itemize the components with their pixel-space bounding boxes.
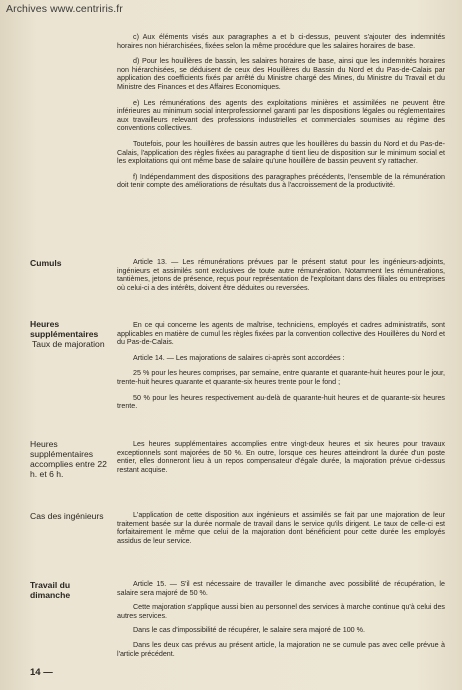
ingenieurs-heading: Cas des ingénieurs [30, 511, 104, 521]
heures-nuit-text: Les heures supplémentaires accomplies entre vingt-deux heures et six heures pour travaux exceptionnels sont majorées de 50 %. En outre, lorsque ces heures atteindront la durée d'un poste entier, elles donneront lieu à un repos compensateur d'égale durée, la majoration prévue ci-dessus restant acquise. [117, 440, 445, 474]
paragraph-f: f) Indépendamment des dispositions des paragraphes précédents, l'ensemble de la rémunération doit tenir compte des améliorations de résultats dus à l'accroissement de la productivité. [117, 172, 445, 190]
heures-heading: Heures supplémentaires [30, 319, 99, 339]
article-15-cumul: Dans les deux cas prévus au présent article, la majoration ne se cumule pas avec celle prévue à l'article précédent. [117, 640, 445, 658]
paragraph-e-toutefois: Toutefois, pour les houillères de bassin autres que les houillères du bassin du Nord et du Pas-de-Calais, l'application des règles fixées au paragraphe d tient lieu de disposition sur le minimum social et les exploitations qui ont même base de salaire qu'une houillère de bassin peuvent s'y rattacher. [117, 139, 445, 166]
side-heading-nuit [30, 439, 112, 479]
paragraph-c: c) Aux éléments visés aux paragraphes a et b ci-dessus, peuvent s'ajouter des indemnités horaires non hiérarchisées, fixées selon la même procédure que les salaires horaires de base. [117, 33, 445, 50]
heures-subheading: Taux de majoration [32, 339, 105, 349]
article-13: Article 13. — Les rémunérations prévues par le présent statut pour les ingénieurs-adjoints, ingénieurs et assimilés sont exclusives de toute autre rémunération. Notamment les rémunérations, tantièmes, jetons de présence, reçus pour représentation de l'exploitant dans des filiales ou entreprises où celui-ci a des intérêts, doivent être déduites ou reversées. [117, 258, 445, 292]
paragraph-e: e) Les rémunérations des agents des exploitations minières et assimilées ne peuvent être inférieures au minimum social interprofessionnel garanti par les dispositions légales ou réglementaires aux travailleurs relevant des professions industrielles et commerciales soumises au régime des conventions collectives. [117, 98, 445, 133]
heures-intro: En ce qui concerne les agents de maîtrise, techniciens, employés et cadres administratifs, sont applicables en matière de cumul les règles fixées par la convention collective des Houillères du Nord et du Pas-de-Calais. [117, 321, 445, 347]
article-15: Article 15. — S'il est nécessaire de travailler le dimanche avec possibilité de récupération, le salaire sera majoré de 50 %. [117, 580, 445, 597]
watermark: Archives www.centriris.fr [6, 3, 123, 15]
side-heading-dimanche [30, 580, 112, 600]
ingenieurs-text: L'application de cette disposition aux ingénieurs et assimilés se fait par une majoration de leur traitement basée sur la durée normale de travail dans le service qu'ils dirigent. Le taux de celle-ci est forfaitairement le même que celui de la majoration dont bénéficient pour cette durée les employés assidus de leur service. [117, 511, 445, 545]
side-heading-heures [30, 319, 112, 349]
side-heading-cumuls [30, 258, 112, 268]
page-number: 14 — [30, 667, 53, 678]
section-ingenieurs [117, 511, 445, 545]
article-15-continue: Cette majoration s'applique aussi bien au personnel des services à marche continue qu'à celui des autres services. [117, 603, 445, 620]
article-14-rate-25: 25 % pour les heures comprises, par semaine, entre quarante et quarante-huit heures pour le jour, trente-huit heures quarante et quarante-six heures trente pour le fond ; [117, 369, 445, 386]
dimanche-heading: Travail du dimanche [30, 580, 71, 600]
section-nuit [117, 440, 445, 474]
cumuls-heading: Cumuls [30, 258, 62, 268]
paragraph-d: d) Pour les houillères de bassin, les salaires horaires de base, ainsi que les indemnités horaires non hiérarchisées, se déduisent de ceux des Houillères du Bassin du Nord et du Pas-de-Calais par application des coefficients fixés par arrêté du Ministre chargé des Mines, du Ministre du Travail et du Ministre des Finances et des Affaires Economiques. [117, 57, 445, 91]
side-heading-ingenieurs [30, 511, 112, 521]
section-remunerations [117, 33, 445, 190]
nuit-heading: Heures supplémentaires accomplies entre 22 h. et 6 h. [30, 439, 107, 479]
article-14-rate-50: 50 % pour les heures respectivement au-delà de quarante-huit heures et de quarante-six heures trente. [117, 393, 445, 411]
section-dimanche [117, 580, 445, 658]
article-14: Article 14. — Les majorations de salaires ci-après sont accordées : [133, 353, 345, 362]
section-heures [117, 321, 445, 411]
section-cumuls [117, 258, 445, 292]
article-15-100: Dans le cas d'impossibilité de récupérer, le salaire sera majoré de 100 %. [133, 626, 365, 635]
